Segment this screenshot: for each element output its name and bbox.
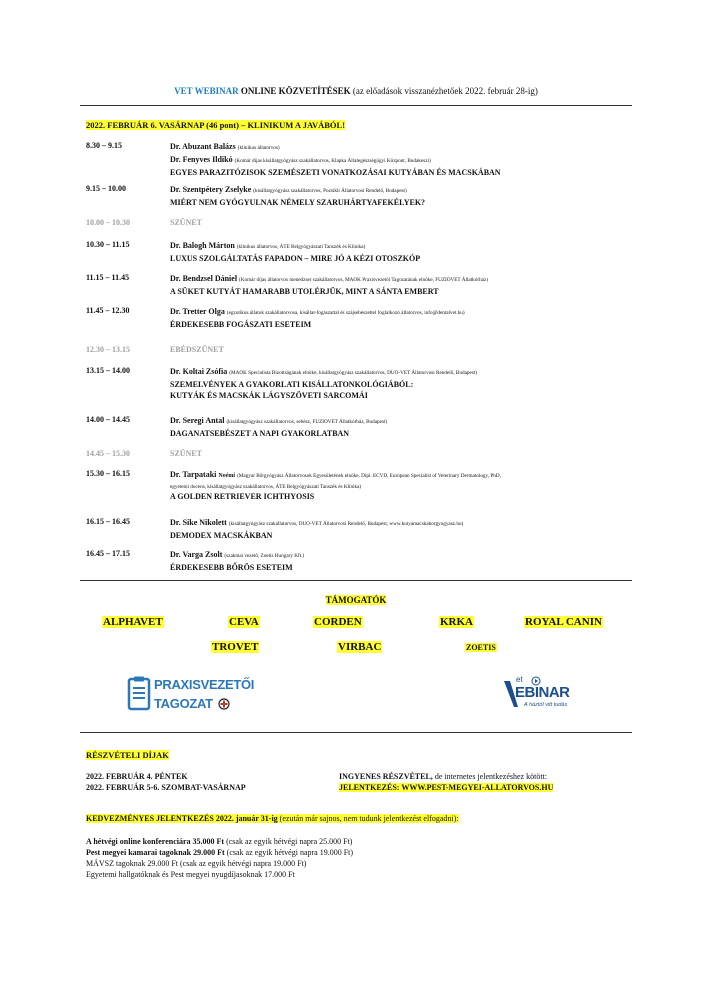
break-label: EBÉDSZÜNET [170,345,224,354]
speaker-name: Dr. Bendzsel Dániel [170,274,238,283]
sponsor-trovet: TROVET [212,641,259,653]
praxis-line1: PRAXISVEZETŐI [154,677,255,692]
session-time: 9.15 – 10.00 [86,184,126,193]
session-time: 14.00 – 14.45 [86,415,130,424]
sponsor-virbac: VIRBAC [338,641,382,653]
session-time: 11.45 – 12.30 [86,306,130,315]
sponsor-royal-canin: ROYAL CANIN [525,616,602,628]
session-title: A GOLDEN RETRIEVER ICHTHYOSIS [170,492,315,501]
session-title-line2: KUTYÁK ÉS MACSKÁK LÁGYSZÖVETI SARCOMÁI [170,391,368,400]
session-time: 13.15 – 14.00 [86,366,130,375]
speaker-affiliation: (Komár díjas kisállatgyógyász szakállatorvos, Klapka Állategészségügyi Központ, Budakeszi) [234,158,431,164]
sponsor-corden: CORDEN [314,616,362,628]
price-list [86,836,353,880]
speaker-name-2: Noémi [218,473,236,479]
price-3: MÁVSZ tagoknak 29.000 Ft (csak az egyik hétvégi napra 19.000 Ft) [86,859,307,868]
fees-dates [86,771,246,793]
fees-date1: 2022. FEBRUÁR 4. PÉNTEK [86,772,188,781]
discount-line [86,814,459,823]
discount-bold: KEDVEZMÉNYES JELENTKEZÉS 2022. január 31-ig [86,814,278,823]
session-title: ÉRDEKESEBB BŐRÖS ESETEIM [170,563,293,572]
discount-note: (ezután már sajnos, nem tudunk jelentkezést elfogadni): [279,814,459,823]
session-time: 16.15 – 16.45 [86,517,130,526]
session-title: LUXUS SZOLGÁLTATÁS FAPADON – MIRE JÓ A KÉZI OTOSZKÓP [170,254,421,263]
speaker-name: Dr. Tarpataki [170,470,217,479]
speaker-affiliation: (kisállatgyógyász szakállatorvos, Pozsikli Állatorvosi Rendelő, Budapest) [253,188,407,194]
sponsors-title [0,595,712,605]
day-title: 2022. FEBRUÁR 6. VASÁRNAP (46 pont) – KLINIKUM A JAVÁBÓL! [86,120,346,130]
vet-tagline: A háztól vitt tudás [524,702,568,708]
session-time: 11.15 – 11.45 [86,273,130,282]
divider-fees [80,732,632,733]
speaker-affiliation: (klinikus állatorvos, ÁTE Belgyógyászati Tanszék és Klinika) [236,244,366,250]
divider-top [80,105,632,106]
speaker-name: Dr. Sike Nikolett [170,518,227,527]
speaker-affiliation: (Komár díjas állatorvos menedzser szakállatorvos, MAOK Praxisvezetői Tagozatának elnöke, FUZIOVET Állatkórház) [239,277,488,283]
speaker-name: Dr. Seregi Antal [170,416,225,425]
fees-date2: 2022. FEBRUÁR 5-6. SZOMBAT-VASÁRNAP [86,783,246,792]
price-2: (csak az egyik hétvégi napra 19.000 Ft) [226,848,354,857]
break-label: SZÜNET [170,218,203,227]
sponsor-alphavet: ALPHAVET [103,616,163,628]
break [86,218,626,227]
price-4: Egyetemi hallgatóknak és Pest megyei nyugdíjasoknak 17.000 Ft [86,870,295,879]
sponsors-title-text: TÁMOGATÓK [325,595,387,605]
break-time: 10.00 – 10.30 [86,218,130,227]
speaker-name: Dr. Balogh Márton [170,241,235,250]
header-note: (az előadások visszanézhetőek 2022. február 28-ig) [352,86,538,96]
vet-small-text: et [516,675,523,684]
speaker-affiliation: (kisállatgyógyász szakállatorvos, DUO-VET Állatorvosi Rendelő, Budapest, www.kutyamacskaborgyogyasz.hu) [228,521,464,527]
praxis-line2: TAGOZAT [154,696,213,711]
fees-register-link[interactable]: JELENTKEZÉS: WWW.PEST-MEGYEI-ALLATORVOS.HU [339,783,554,792]
session-title: A SÜKET KUTYÁT HAMARABB UTOLÉRJÜK, MINT A SÁNTA EMBERT [170,287,439,296]
session-title: EGYES PARAZITÓZISOK SZEMÉSZETI VONATKOZÁSAI KUTYÁBAN ÉS MACSKÁBAN [170,168,501,177]
speaker-affiliation: (MAOK Specialista Bizottságának elnöke, kisállatgyógyász szakállatorvos, DUO-VET Állatorvosi Rendelő, Budapest) [229,370,477,376]
session-title: MIÉRT NEM GYÓGYULNAK NÉMELY SZARUHÁRTYAFEKÉLYEK? [170,198,426,207]
speaker-name: Dr. Fenyves Ildikó [170,155,233,164]
break-label: SZÜNET [170,449,203,458]
header-line [80,86,632,96]
praxisvezetoi-tagozat-logo [127,676,255,714]
speaker-affiliation: (egzotikus állatok szakállatorvosa, kisállat-fogászattal és szájsebészettel foglalkozó állatorvos, info@dentalvet.hu) [226,310,465,316]
break-time: 14.45 – 15.30 [86,449,130,458]
speaker-affiliation: (Magyar Bőrgyógyász Állatorvosok Egyesületének elnöke, Dipl. ECVD, European Specialist of Veterinary Dermatology, PhD, [237,473,501,479]
speaker-affiliation: (szakmai vezető, Zoetis Hungary Kft.) [224,553,305,559]
speaker-name: Dr. Varga Zsolt [170,550,223,559]
speaker-affiliation: (kisállatgyógyász szakállatorvos, sebész, FUZIOVET Állatkórház, Budapest) [226,419,388,425]
session-time: 8.30 – 9.15 [86,141,122,150]
sponsor-ceva: CEVA [229,616,259,628]
speaker-name: Dr. Tretter Olga [170,307,225,316]
session-title: DEMODEX MACSKÁKBAN [170,531,273,540]
break-time: 12.30 – 13.15 [86,345,130,354]
vet-big-text: EBINAR [515,684,570,701]
vet-webinar-label: VET WEBINAR [174,86,239,96]
header-title: ONLINE KÖZVETÍTÉSEK [240,86,351,96]
session-title: ÉRDEKESEBB FOGÁSZATI ESETEIM [170,320,312,329]
speaker-affiliation-cont: egyetemi docens, kisállatgyógyász szakállatorvos, ÁTE Belgyógyászati Tanszék és Klinika) [170,484,362,490]
speaker-name: Dr. Abuzant Balázs [170,142,236,151]
price-1: (csak az egyik hétvégi napra 25.000 Ft) [226,837,353,846]
session-title: DAGANATSEBÉSZET A NAPI GYAKORLATBAN [170,429,350,438]
session-time: 15.30 – 16.15 [86,469,130,478]
divider-sponsors [80,580,632,581]
speaker-name: Dr. Szentpétery Zselyke [170,185,252,194]
fees-free-note: de internetes jelentkezéshez kötött: [434,772,547,781]
speaker-name: Dr. Koltai Zsófia [170,367,228,376]
price-1-bold: A hétvégi online konferenciára 35.000 Ft [86,837,225,846]
sponsor-zoetis: ZOETIS [466,643,496,652]
session-time: 10.30 – 11.15 [86,240,130,249]
vet-webinar-logo [502,673,592,713]
session-title: SZEMELVÉNYEK A GYAKORLATI KISÁLLATONKOLÓGIÁBÓL: [170,380,414,389]
fees-title: RÉSZVÉTELI DÍJAK [86,750,169,760]
price-2-bold: Pest megyei kamarai tagoknak 29.000 Ft [86,848,225,857]
break [86,449,626,458]
break [86,345,626,354]
speaker-affiliation: (klinikus állatorvos) [237,145,280,151]
sponsor-krka: KRKA [440,616,473,628]
fees-registration [339,771,553,793]
session-time: 16.45 – 17.15 [86,549,130,558]
fees-free: INGYENES RÉSZVÉTEL, [339,772,433,781]
